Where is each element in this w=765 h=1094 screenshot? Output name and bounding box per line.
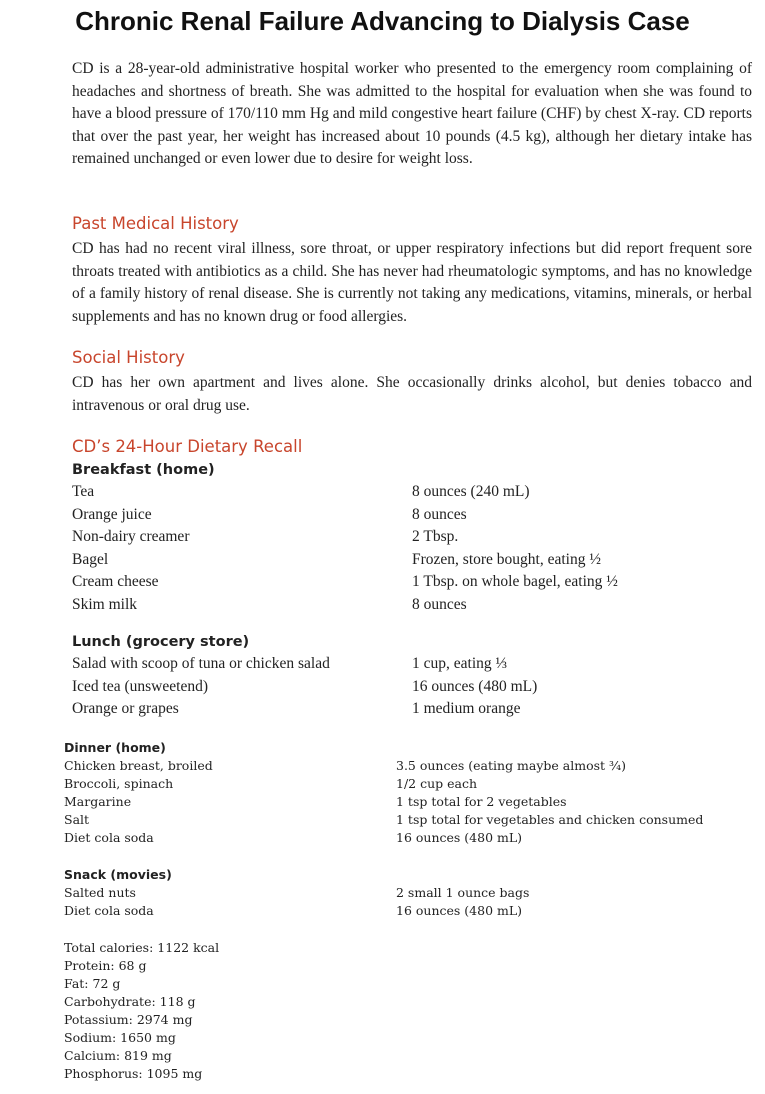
food-amount: 16 ounces (480 mL) bbox=[396, 903, 523, 918]
food-name: Orange or grapes bbox=[72, 700, 179, 717]
list-item bbox=[72, 655, 752, 678]
food-amount: 1 medium orange bbox=[412, 700, 521, 717]
food-amount: 1 tsp total for vegetables and chicken consumed bbox=[396, 812, 704, 827]
food-amount: 1/2 cup each bbox=[396, 776, 478, 791]
past-medical-text: CD has had no recent viral illness, sore throat, or upper respiratory infections but did report frequent sore throats treated with antibiotics as a child. She has never had rheumatologic symptoms, and has no knowledge of a family history of renal disease. She is currently not taking any medications, vitamins, minerals, or herbal supplements and has no known drug or food allergies. bbox=[72, 240, 752, 325]
food-amount: 2 Tbsp. bbox=[412, 528, 459, 545]
nutrient-totals bbox=[64, 940, 364, 1084]
food-name: Tea bbox=[72, 483, 95, 500]
total-sodium: Sodium: 1650 mg bbox=[64, 1030, 176, 1045]
list-item bbox=[64, 903, 754, 921]
lunch-heading: Lunch (grocery store) bbox=[72, 634, 250, 650]
list-item bbox=[72, 678, 752, 701]
food-amount: 16 ounces (480 mL) bbox=[412, 677, 538, 695]
food-amount: 8 ounces bbox=[412, 595, 467, 613]
food-name: Cream cheese bbox=[72, 573, 159, 590]
food-name: Bagel bbox=[72, 550, 109, 568]
food-amount: Frozen, store bought, eating ½ bbox=[412, 550, 601, 568]
total-protein: Protein: 68 g bbox=[64, 958, 147, 973]
list-item bbox=[64, 794, 754, 812]
list-item bbox=[64, 776, 754, 794]
food-name: Iced tea (unsweetend) bbox=[72, 677, 208, 695]
food-name: Chicken breast, broiled bbox=[64, 758, 213, 773]
food-name: Orange juice bbox=[72, 505, 152, 523]
food-name: Margarine bbox=[64, 794, 132, 809]
food-name: Non-dairy creamer bbox=[72, 528, 190, 545]
list-item bbox=[64, 830, 754, 848]
list-item bbox=[64, 758, 754, 776]
food-amount: 1 tsp total for 2 vegetables bbox=[396, 794, 567, 809]
food-amount: 1 cup, eating ⅓ bbox=[412, 655, 508, 672]
dietary-recall-heading: CD’s 24-Hour Dietary Recall bbox=[72, 437, 303, 456]
list-item bbox=[72, 596, 752, 619]
list-item bbox=[64, 885, 754, 903]
food-amount: 3.5 ounces (eating maybe almost ¾) bbox=[396, 758, 627, 773]
social-text: CD has her own apartment and lives alone. She occasionally drinks alcohol, but denies tobacco and intravenous or oral drug use. bbox=[72, 374, 752, 414]
food-name: Broccoli, spinach bbox=[64, 776, 174, 791]
intro-paragraph: CD is a 28-year-old administrative hospital worker who presented to the emergency room complaining of headaches and shortness of breath. She was admitted to the hospital for evaluation when she was found to have a blood pressure of 170/110 mm Hg and mild congestive heart failure (CHF) by chest X-ray. CD reports that over the past year, her weight has increased about 10 pounds (4.5 kg), although her dietary intake has remained unchanged or even lower due to desire for weight loss. bbox=[72, 60, 752, 167]
list-item bbox=[72, 483, 752, 506]
total-calories: Total calories: 1122 kcal bbox=[64, 940, 220, 955]
dinner-list bbox=[64, 758, 754, 848]
food-name: Diet cola soda bbox=[64, 830, 154, 845]
food-amount: 16 ounces (480 mL) bbox=[396, 830, 523, 845]
past-medical-heading: Past Medical History bbox=[72, 214, 239, 233]
food-amount: 8 ounces (240 mL) bbox=[412, 483, 530, 500]
total-carbohydrate: Carbohydrate: 118 g bbox=[64, 994, 196, 1009]
list-item bbox=[72, 700, 752, 723]
food-name: Salt bbox=[64, 812, 90, 827]
snack-list bbox=[64, 885, 754, 921]
food-name: Skim milk bbox=[72, 595, 138, 613]
social-heading: Social History bbox=[72, 348, 185, 367]
dinner-heading: Dinner (home) bbox=[64, 740, 166, 755]
food-amount: 8 ounces bbox=[412, 505, 467, 523]
list-item bbox=[72, 573, 752, 596]
lunch-list bbox=[72, 655, 752, 723]
breakfast-list bbox=[72, 483, 752, 618]
list-item bbox=[72, 506, 752, 529]
total-phosphorus: Phosphorus: 1095 mg bbox=[64, 1066, 203, 1081]
food-amount: 2 small 1 ounce bags bbox=[396, 885, 530, 900]
food-amount: 1 Tbsp. on whole bagel, eating ½ bbox=[412, 573, 618, 590]
food-name: Diet cola soda bbox=[64, 903, 154, 918]
list-item bbox=[64, 812, 754, 830]
total-potassium: Potassium: 2974 mg bbox=[64, 1012, 193, 1027]
total-calcium: Calcium: 819 mg bbox=[64, 1048, 172, 1063]
total-fat: Fat: 72 g bbox=[64, 976, 121, 991]
food-name: Salted nuts bbox=[64, 885, 136, 900]
food-name: Salad with scoop of tuna or chicken salad bbox=[72, 655, 330, 672]
list-item bbox=[72, 551, 752, 574]
snack-heading: Snack (movies) bbox=[64, 867, 172, 882]
breakfast-heading: Breakfast (home) bbox=[72, 462, 215, 478]
page-title: Chronic Renal Failure Advancing to Dialysis Case bbox=[75, 6, 690, 36]
list-item bbox=[72, 528, 752, 551]
